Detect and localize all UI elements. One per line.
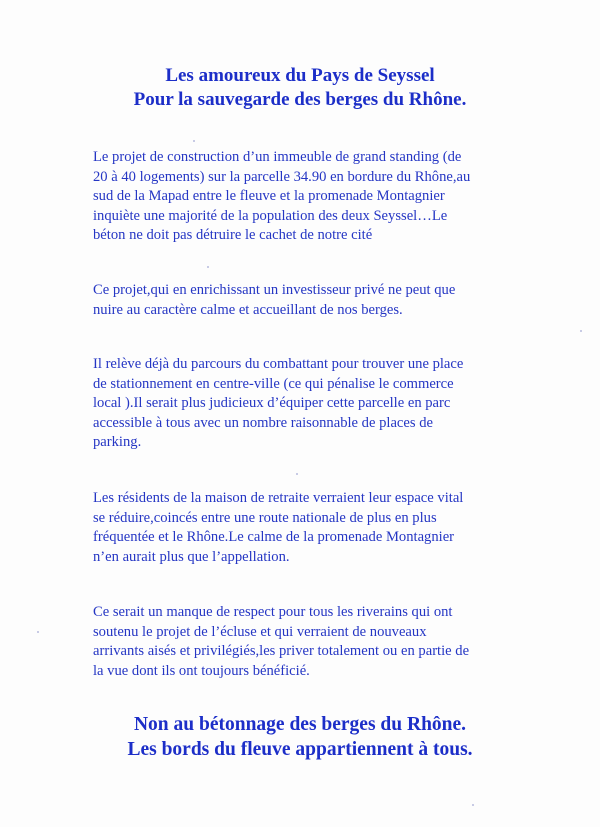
paragraph-line: parking. bbox=[93, 434, 142, 451]
paragraph-line: nuire au caractère calme et accueillant de nos berges. bbox=[93, 301, 403, 318]
paragraph-line: Ce projet,qui en enrichissant un investisseur privé ne peut que bbox=[93, 282, 456, 298]
paragraph-line: sud de la Mapad entre le fleuve et la promenade Montagnier bbox=[93, 188, 445, 205]
paragraph-line: Ce serait un manque de respect pour tous les riverains qui ont bbox=[93, 604, 453, 620]
paragraph-line: n’en aurait plus que l’appellation. bbox=[93, 548, 290, 565]
paragraph-line: Le projet de construction d’un immeuble de grand standing (de bbox=[93, 149, 462, 165]
paragraph-line: la vue dont ils ont toujours bénéficié. bbox=[93, 662, 310, 679]
paragraph-5 bbox=[93, 603, 523, 681]
paragraph-line: arrivants aisés et privilégiés,les priver totalement ou en partie de bbox=[93, 643, 470, 660]
closing-slogan bbox=[0, 712, 600, 762]
paragraph-2 bbox=[93, 281, 523, 320]
document-title bbox=[0, 64, 600, 112]
paragraph-line: fréquentée et le Rhône.Le calme de la promenade Montagnier bbox=[93, 529, 455, 546]
title-line-1: Les amoureux du Pays de Seyssel bbox=[165, 65, 435, 86]
paragraph-line: soutenu le projet de l’écluse et qui verraient de nouveaux bbox=[93, 623, 427, 640]
scan-speck bbox=[37, 631, 39, 633]
paragraph-line: Les résidents de la maison de retraite verraient leur espace vital bbox=[93, 490, 464, 506]
paragraph-3 bbox=[93, 355, 523, 453]
scan-speck bbox=[580, 330, 582, 332]
paragraph-line: 20 à 40 logements) sur la parcelle 34.90 en bordure du Rhône,au bbox=[93, 168, 471, 185]
paragraph-line: inquiète une majorité de la population des deux Seyssel…Le bbox=[93, 207, 448, 224]
scan-speck bbox=[193, 140, 195, 142]
scan-speck bbox=[296, 473, 298, 475]
paragraph-line: local ).Il serait plus judicieux d’équiper cette parcelle en parc bbox=[93, 395, 451, 412]
slogan-line-2: Les bords du fleuve appartiennent à tous. bbox=[127, 739, 473, 760]
paragraph-line: se réduire,coincés entre une route nationale de plus en plus bbox=[93, 509, 437, 526]
scan-speck bbox=[207, 266, 209, 268]
scan-speck bbox=[472, 804, 474, 806]
paragraph-line: accessible à tous avec un nombre raisonnable de places de bbox=[93, 414, 433, 431]
paragraph-line: Il relève déjà du parcours du combattant pour trouver une place bbox=[93, 356, 464, 372]
paragraph-line: béton ne doit pas détruire le cachet de notre cité bbox=[93, 227, 373, 244]
paragraph-1 bbox=[93, 148, 523, 246]
title-line-2: Pour la sauvegarde des berges du Rhône. bbox=[133, 89, 467, 110]
slogan-line-1: Non au bétonnage des berges du Rhône. bbox=[133, 714, 467, 735]
paragraph-line: de stationnement en centre-ville (ce qui pénalise le commerce bbox=[93, 375, 454, 392]
paragraph-4 bbox=[93, 489, 523, 567]
